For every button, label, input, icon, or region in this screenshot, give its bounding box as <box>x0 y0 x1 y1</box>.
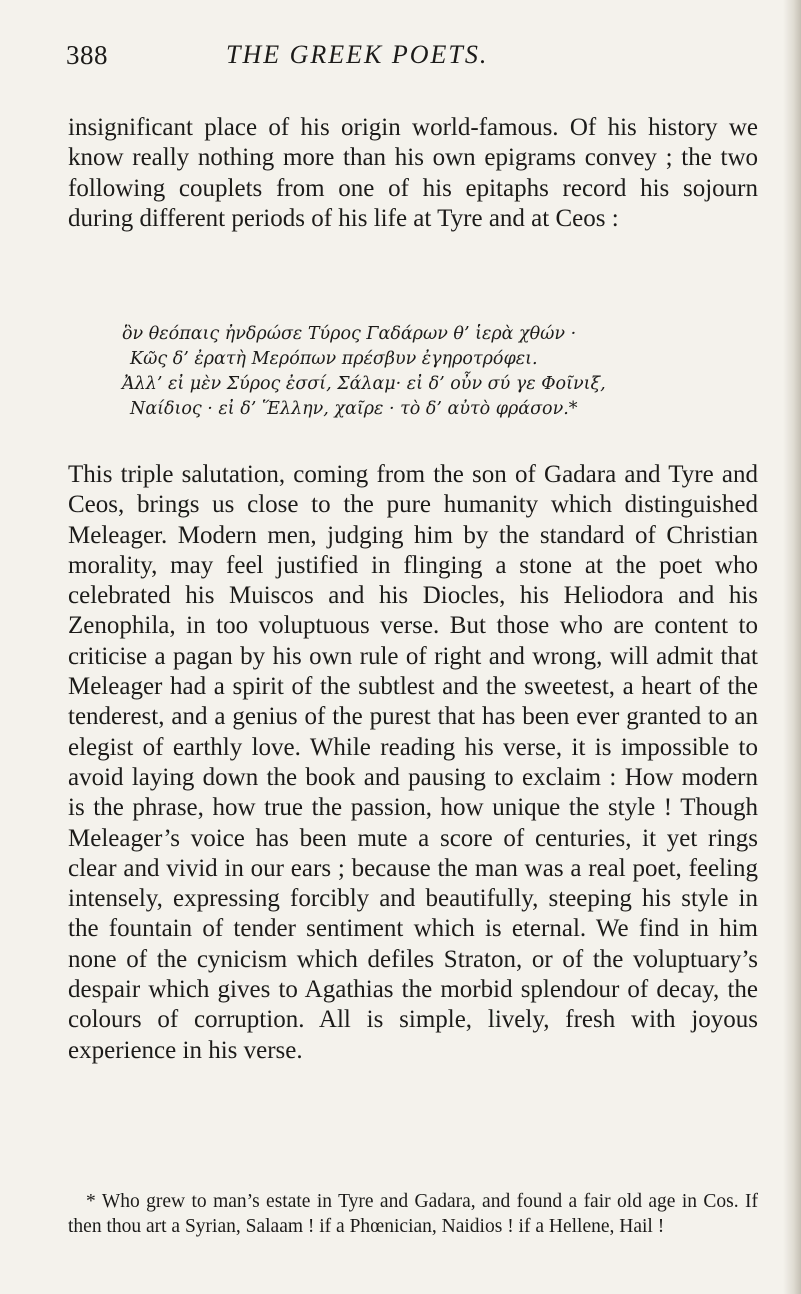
main-paragraph: This triple salutation, coming from the son of Gadara and Tyre and Ceos, brings us close to the pure humanity which distinguished Meleager. Modern men, judging him by the standard of Christian morality, may feel justified in flinging a stone at the poet who celebrated his Muiscos and his Diocles, his Heliodora and his Zenophila, in too voluptuous verse. But those who are content to criticise a pagan by his own rule of right and wrong, will admit that Meleager had a spirit of the subtlest and the sweetest, a heart of the tenderest, and a genius of the purest that has been ever granted to an elegist of earthly love. While reading his verse, it is impossible to avoid laying down the book and pausing to exclaim : How modern is the phrase, how true the passion, how unique the style ! Though Meleager’s voice has been mute a score of centuries, it yet rings clear and vivid in our ears ; because the man was a real poet, feeling intensely, expressing forcibly and beautifully, steeping his style in the fountain of tender sentiment which is eternal. We find in him none of the cynicism which defiles Straton, or of the voluptuary’s despair which gives to Agathias the morbid splendour of decay, the colours of corruption. All is simple, lively, fresh with joyous experience in his verse. <box>68 461 758 1064</box>
page-number: 388 <box>66 40 108 70</box>
intro-paragraph: insignificant place of his origin world-famous. Of his history we know really nothing more than his own epigrams convey ; the two following couplets from one of his epitaphs record his sojourn during different periods of his life at Tyre and at Ceos : <box>68 114 758 232</box>
running-title: THE GREEK POETS. <box>226 40 489 69</box>
page-edge-shadow <box>783 0 801 1294</box>
greek-verse-line: Κῶς δ’ ἐρατὴ Μερόπων πρέσβυν ἐγηροτρόφει. <box>130 349 538 369</box>
footnote-text: Who grew to man’s estate in Tyre and Gadara, and found a fair old age in Cos. If then thou art a Syrian, Salaam ! if a Phœnician, Naidios ! if a Hellene, Hail ! <box>68 1191 758 1237</box>
footnote-marker: * <box>86 1191 96 1212</box>
greek-verse-line: Ἀλλ’ εἰ μὲν Σύρος ἐσσί, Σάλαμ· εἰ δ’ οὖν σύ γε Φοῖνιξ, <box>122 374 606 394</box>
running-head <box>66 40 756 80</box>
greek-verse-line: ὃν θεόπαις ἠνδρώσε Τύρος Γαδάρων θ’ ἱερὰ χθών · <box>122 324 577 344</box>
footnote <box>68 1189 758 1239</box>
greek-verse-line: Ναίδιος · εἰ δ’ Ἕλλην, χαῖρε · τὸ δ’ αὐτὸ φράσον.* <box>130 399 578 419</box>
greek-epitaph <box>122 322 762 422</box>
